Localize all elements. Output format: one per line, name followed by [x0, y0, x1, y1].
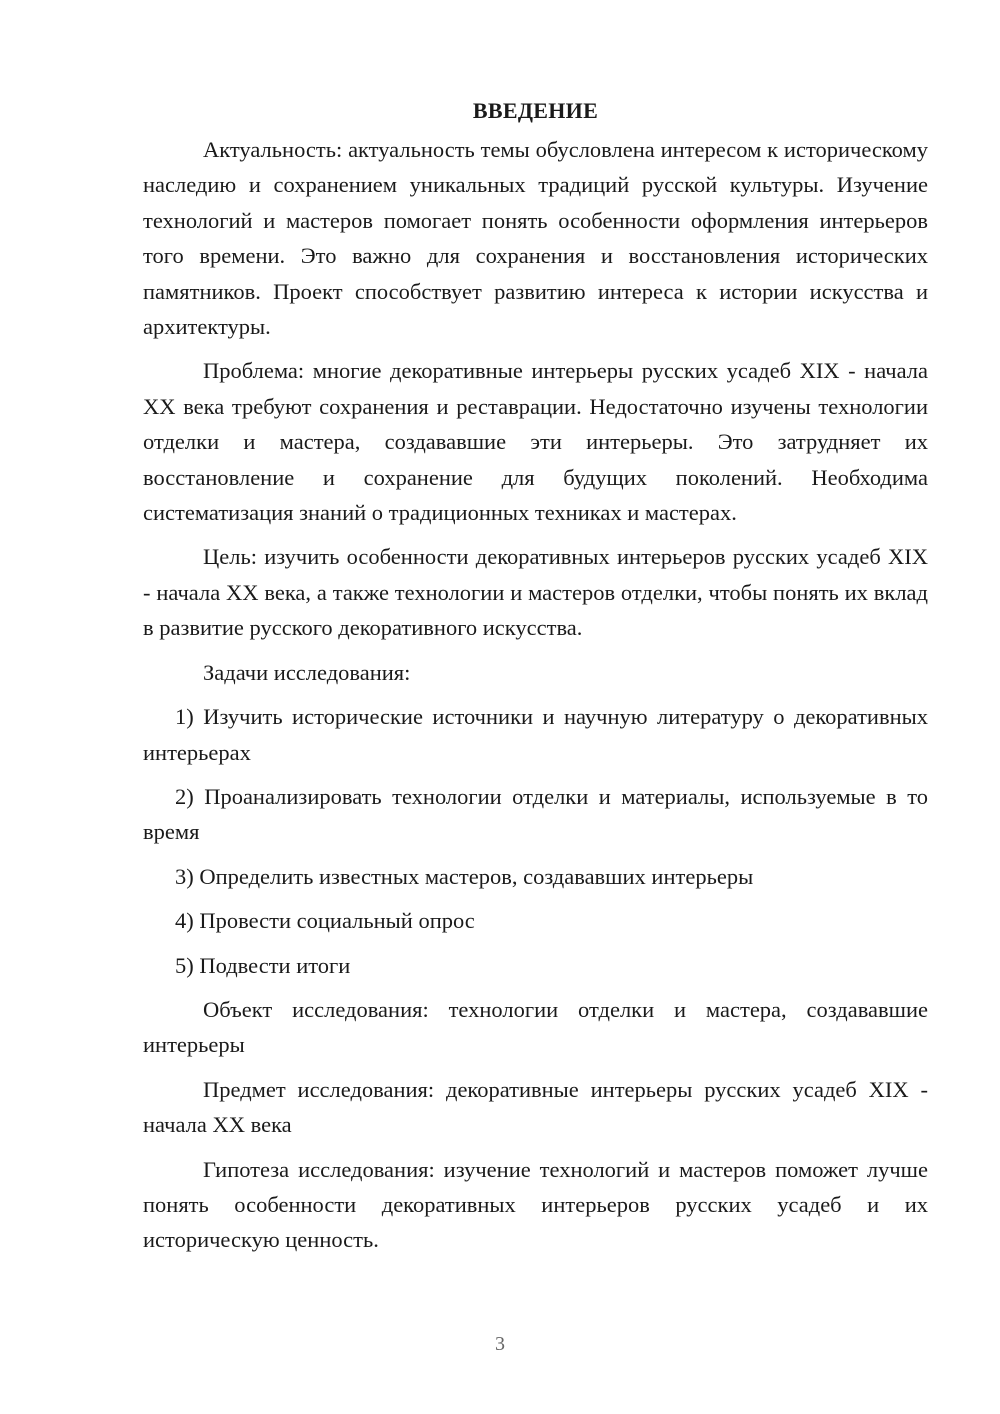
page-number: 3	[495, 1333, 505, 1355]
goal-paragraph: Цель: изучить особенности декоративных интерьеров русских усадеб XIX - начала XX века, а также технологии и мастеров отделки, чтобы понять их вклад в развитие русского декоративного искусства.	[143, 544, 928, 641]
tasks-heading: Задачи исследования:	[203, 659, 411, 685]
tasks-list	[143, 699, 928, 983]
task-item: 4) Провести социальный опрос	[175, 908, 475, 934]
task-item: 5) Подвести итоги	[175, 952, 351, 978]
task-item: 3) Определить известных мастеров, создававших интерьеры	[175, 863, 754, 889]
hypothesis-paragraph: Гипотеза исследования: изучение технологий и мастеров поможет лучше понять особенности декоративных интерьеров русских усадеб и их историческую ценность.	[143, 1156, 928, 1253]
relevance-paragraph: Актуальность: актуальность темы обусловлена интересом к историческому наследию и сохранением уникальных традиций русской культуры. Изучение технологий и мастеров помогает понять особенности оформления интерьеров того времени. Это важно для сохранения и восстановления исторических памятников. Проект способствует развитию интереса к истории искусства и архитектуры.	[143, 137, 928, 340]
section-title: ВВЕДЕНИЕ	[472, 98, 599, 123]
task-item: 1) Изучить исторические источники и научную литературу о декоративных интерьерах	[143, 704, 928, 765]
subject-paragraph: Предмет исследования: декоративные интерьеры русских усадеб XIX - начала XX века	[143, 1076, 928, 1138]
task-item: 2) Проанализировать технологии отделки и материалы, используемые в то время	[143, 783, 928, 845]
document-page	[143, 96, 928, 1258]
problem-paragraph: Проблема: многие декоративные интерьеры русских усадеб XIX - начала XX века требуют сохранения и реставрации. Недостаточно изучены технологии отделки и мастера, создававшие эти интерьеры. Это затрудняет их восстановление и сохранение для будущих поколений. Необходима систематизация знаний о традиционных техниках и мастерах.	[143, 358, 928, 526]
object-paragraph: Объект исследования: технологии отделки и мастера, создававшие интерьеры	[143, 996, 928, 1058]
